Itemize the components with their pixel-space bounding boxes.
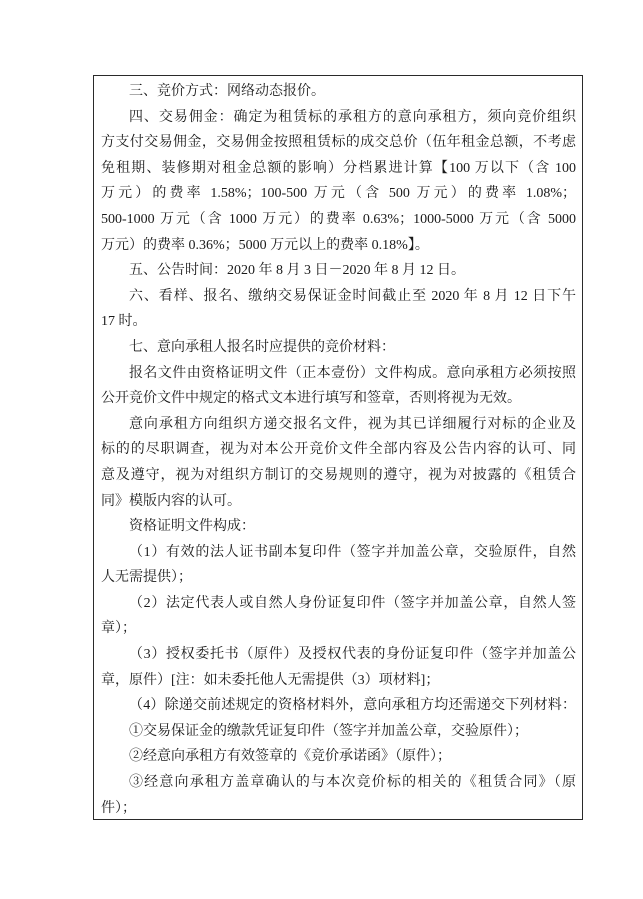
- qualification-item-2: [101, 591, 576, 642]
- text-line: 三、竞价方式：网络动态报价。: [129, 84, 325, 99]
- text-line: 人无需提供）；: [101, 570, 192, 586]
- text-line: ②经意向承租方有效签章的《竞价承诺函》（原件）；: [129, 749, 451, 765]
- text-line: （2）法定代表人或自然人身份证复印件（签字并加盖公章，自然人签: [129, 595, 576, 611]
- text-line: 七、意向承租人报名时应提供的竞价材料：: [129, 339, 395, 355]
- additional-material-3: [101, 770, 576, 820]
- text-line: 17 时。: [101, 314, 147, 330]
- text-line: 章）；: [101, 621, 136, 637]
- qualification-heading: [101, 514, 576, 540]
- text-line: 四、交易佣金：确定为租赁标的承租方的意向承租方，须向竞价组织: [129, 109, 576, 125]
- text-line: 万元）的费率 0.36%；5000 万元以上的费率 0.18%】。: [101, 237, 429, 253]
- text-line: 同》模版内容的认可。: [101, 493, 241, 509]
- text-line: ③经意向承租方盖章确认的与本次竞价标的相关的《租赁合同》（原: [129, 775, 576, 791]
- qualification-item-4: [101, 693, 576, 719]
- text-line: 章，原件）[注：如未委托他人无需提供（3）项材料]；: [101, 672, 440, 688]
- registration-deadline-paragraph: [101, 284, 576, 335]
- text-line: 报名文件由资格证明文件（正本壹份）文件构成。意向承租方必须按照: [129, 365, 576, 381]
- text-line: （1）有效的法人证书副本复印件（签字并加盖公章，交验原件，自然: [129, 544, 576, 560]
- text-line: 意向承租方向组织方递交报名文件，视为其已详细履行对标的企业及: [129, 416, 576, 432]
- qualification-item-3: [101, 642, 576, 693]
- text-line: （3）授权委托书（原件）及授权代表的身份证复印件（签字并加盖公: [129, 647, 576, 663]
- text-line: 500-1000 万元（含 1000 万元）的费率 0.63%；1000-5000 万元（含 5000: [101, 211, 576, 227]
- qualification-item-1: [101, 540, 576, 591]
- submission-terms-paragraph: [101, 412, 576, 514]
- materials-heading: [101, 335, 576, 361]
- text-line: 件）；: [101, 800, 136, 816]
- text-line: 万元）的费率 1.58%；100-500 万元（含 500 万元）的费率 1.08%；: [101, 186, 576, 202]
- announcement-period-paragraph: [101, 258, 576, 284]
- document-frame: [93, 75, 583, 820]
- additional-material-2: [101, 744, 576, 770]
- text-line: 标的的尽职调查，视为对本公开竞价文件全部内容及公告内容的认可、同: [101, 442, 576, 458]
- text-line: 意及遵守，视为对组织方制订的交易规则的遵守，视为对披露的《租赁合: [101, 467, 576, 483]
- bidding-method-paragraph: [101, 79, 576, 105]
- text-line: 六、看样、报名、缴纳交易保证金时间截止至 2020 年 8 月 12 日下午: [129, 288, 576, 304]
- registration-file-paragraph: [101, 361, 576, 412]
- text-line: （4）除递交前述规定的资格材料外，意向承租方均还需递交下列材料：: [129, 698, 576, 714]
- additional-material-1: [101, 719, 576, 745]
- text-line: 五、公告时间：2020 年 8 月 3 日－2020 年 8 月 12 日。: [129, 263, 465, 279]
- text-line: 免租期、装修期对租金总额的影响）分档累进计算【100 万以下（含 100: [101, 160, 576, 176]
- commission-paragraph: [101, 105, 576, 259]
- text-line: 公开竞价文件中规定的格式文本进行填写和签章，否则将视为无效。: [101, 391, 521, 407]
- text-line: 资格证明文件构成：: [129, 519, 255, 535]
- text-line: ①交易保证金的缴款凭证复印件（签字并加盖公章，交验原件）；: [129, 723, 528, 739]
- text-line: 方支付交易佣金，交易佣金按照租赁标的成交总价（伍年租金总额，不考虑: [101, 135, 576, 151]
